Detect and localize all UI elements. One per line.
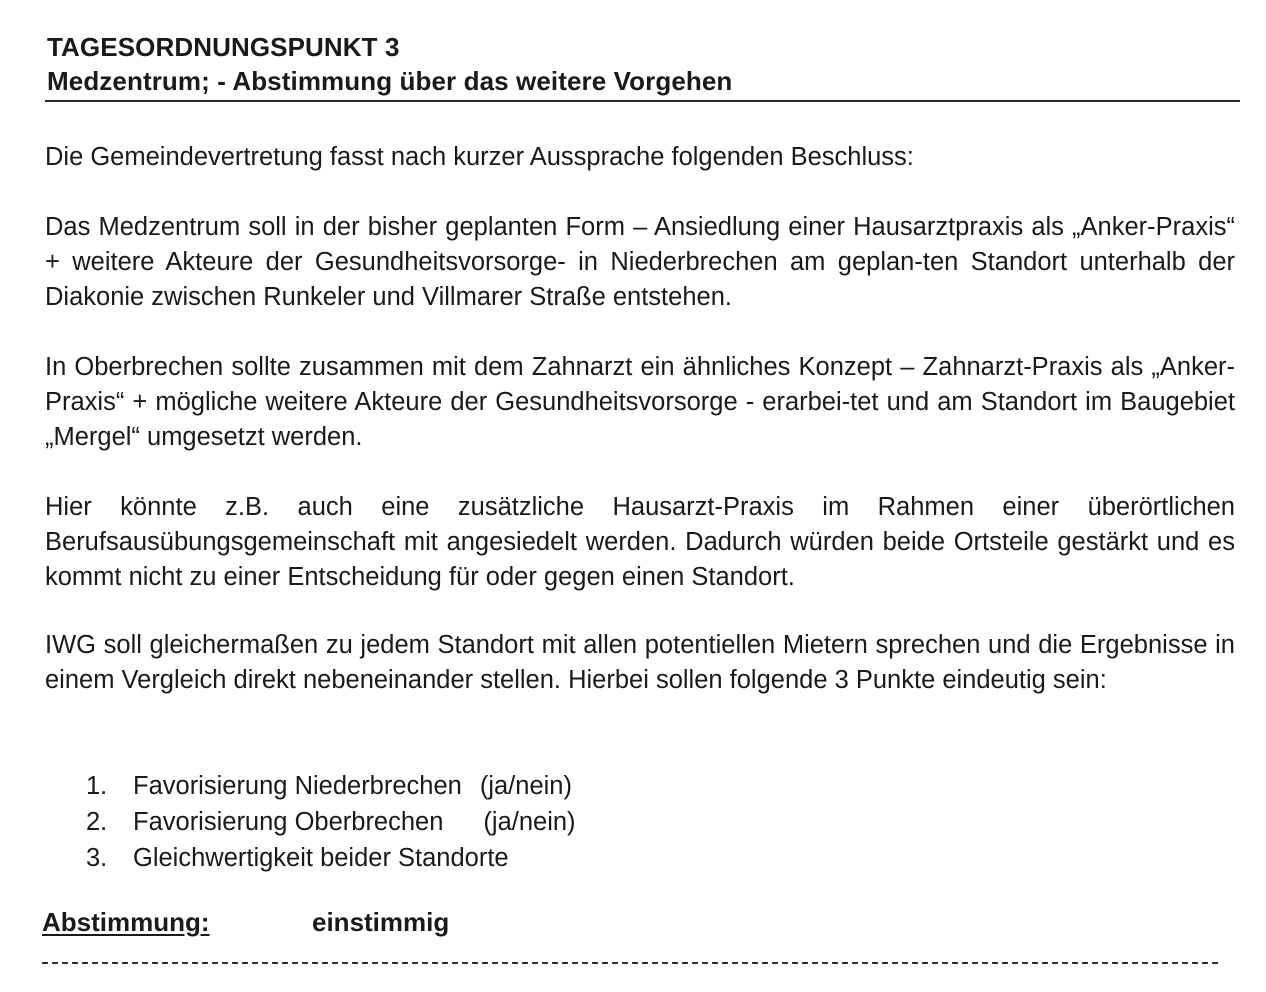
vote-label: Abstimmung: <box>42 907 210 937</box>
list-item-text: Gleichwertigkeit beider Standorte <box>133 844 509 872</box>
criteria-list <box>86 768 576 876</box>
agenda-title: TAGESORDNUNGSPUNKT 3 <box>47 32 400 62</box>
list-item-number: 1. <box>86 772 108 800</box>
vote-value: einstimmig <box>312 907 450 937</box>
list-item-text: Favorisierung Oberbrechen <box>133 808 444 836</box>
agenda-subtitle: Medzentrum; - Abstimmung über das weitere Vorgehen <box>47 66 733 96</box>
paragraph-intro: Die Gemeindevertretung fasst nach kurzer Aussprache folgenden Beschluss: <box>45 143 914 171</box>
list-item-number: 2. <box>86 808 108 836</box>
list-item-option: (ja/nein) <box>479 772 572 800</box>
list-item-option: (ja/nein) <box>483 808 576 836</box>
agenda-heading <box>47 30 732 98</box>
paragraph-iwg: IWG soll gleichermaßen zu jedem Standort mit allen potentiellen Mietern sprechen und die Ergebnisse in einem Vergleich direkt nebeneinander stellen. Hierbei sollen folgende 3 Punkte eindeutig sein: <box>45 631 1235 694</box>
list-item-number: 3. <box>86 844 108 872</box>
list-item-text: Favorisierung Niederbrechen <box>133 772 462 800</box>
list-item <box>86 840 576 876</box>
vote-result <box>42 904 449 940</box>
paragraph-hausarzt: Hier könnte z.B. auch eine zusätzliche Hausarzt-Praxis im Rahmen einer überörtlichen Berufsausübungsgemeinschaft mit angesiedelt werden. Dadurch würden beide Ortsteile gestärkt und es kommt nicht zu einer Entscheidung für oder gegen einen Standort. <box>45 493 1235 591</box>
list-item <box>86 768 576 804</box>
paragraph-oberbrechen: In Oberbrechen sollte zusammen mit dem Zahnarzt ein ähnliches Konzept – Zahnarzt-Praxis als „Anker-Praxis“ + mögliche weitere Akteure der Gesundheitsvorsorge - erarbei-tet und am Standort im Baugebiet „Mergel“ umgesetzt werden. <box>45 353 1235 451</box>
heading-rule <box>45 100 1240 102</box>
dashed-separator <box>42 962 1218 964</box>
list-item <box>86 804 576 840</box>
paragraph-niederbrechen: Das Medzentrum soll in der bisher geplanten Form – Ansiedlung einer Hausarztpraxis als „Anker-Praxis“ + weitere Akteure der Gesundheitsvorsorge- in Niederbrechen am geplan-ten Standort unterhalb der Diakonie zwischen Runkeler und Villmarer Straße entstehen. <box>45 213 1235 311</box>
